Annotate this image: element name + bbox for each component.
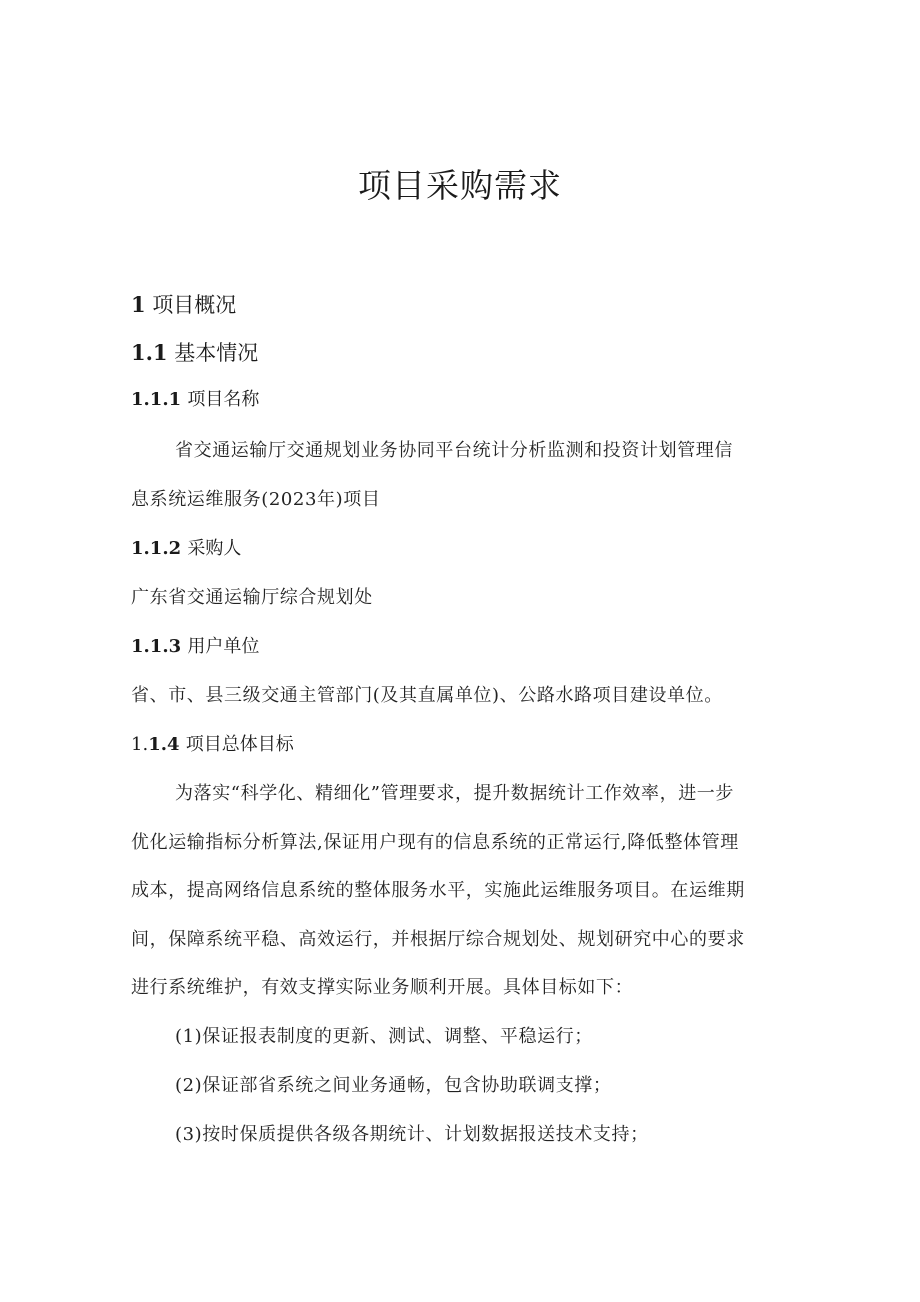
heading-section-1-1 bbox=[131, 338, 258, 368]
paragraph-overall-goal bbox=[131, 770, 795, 1013]
heading-number: 1 bbox=[131, 292, 146, 317]
paragraph-line: 息系统运维服务(2023年)项目 bbox=[131, 488, 381, 510]
paragraph-line: 间，保障系统平稳、高效运行，并根据厅综合规划处、规划研究中心的要求 bbox=[131, 928, 745, 950]
heading-number: 1.1 bbox=[131, 340, 168, 365]
paragraph-line: 省、市、县三级交通主管部门(及其直属单位)、公路水路项目建设单位。 bbox=[131, 685, 723, 706]
goal-list-item: (2)保证部省系统之间业务通畅，包含协助联调支撑； bbox=[175, 1075, 612, 1096]
document-title: 项目采购需求 bbox=[358, 166, 562, 205]
heading-number: 1.4 bbox=[148, 734, 180, 755]
heading-number: 1.1.2 bbox=[131, 538, 182, 559]
heading-prefix: 1. bbox=[131, 734, 149, 755]
paragraph-project-name bbox=[131, 427, 795, 524]
heading-label: 基本情况 bbox=[174, 341, 259, 365]
heading-number: 1.1.1 bbox=[131, 389, 182, 410]
paragraph-line: 进行系统维护，有效支撑实际业务顺利开展。具体目标如下： bbox=[131, 977, 634, 998]
heading-section-1-1-1 bbox=[131, 386, 259, 414]
paragraph-user-units bbox=[131, 672, 795, 721]
heading-section-1-1-2 bbox=[131, 535, 241, 563]
paragraph-line: 优化运输指标分析算法,保证用户现有的信息系统的正常运行,降低整体管理 bbox=[131, 831, 739, 853]
paragraph-line: 成本，提高网络信息系统的整体服务水平，实施此运维服务项目。在运维期 bbox=[131, 880, 745, 901]
paragraph-line: 广东省交通运输厅综合规划处 bbox=[131, 587, 373, 608]
paragraph-purchaser bbox=[131, 574, 795, 623]
heading-section-1-1-4 bbox=[131, 731, 294, 759]
heading-section-1 bbox=[131, 290, 236, 320]
goal-list-item: (3)按时保质提供各级各期统计、计划数据报送技术支持； bbox=[175, 1124, 649, 1145]
heading-label: 采购人 bbox=[187, 538, 242, 559]
goal-list-item: (1)保证报表制度的更新、测试、调整、平稳运行； bbox=[175, 1026, 593, 1047]
heading-label: 用户单位 bbox=[187, 636, 260, 657]
heading-number: 1.1.3 bbox=[131, 636, 182, 657]
heading-label: 项目名称 bbox=[187, 389, 260, 410]
paragraph-line: 省交通运输厅交通规划业务协同平台统计分析监测和投资计划管理信 bbox=[175, 440, 733, 461]
heading-label: 项目概况 bbox=[152, 293, 237, 317]
paragraph-line: 为落实“科学化、精细化”管理要求，提升数据统计工作效率，进一步 bbox=[175, 783, 735, 804]
heading-label: 项目总体目标 bbox=[185, 734, 294, 755]
heading-section-1-1-3 bbox=[131, 633, 259, 661]
